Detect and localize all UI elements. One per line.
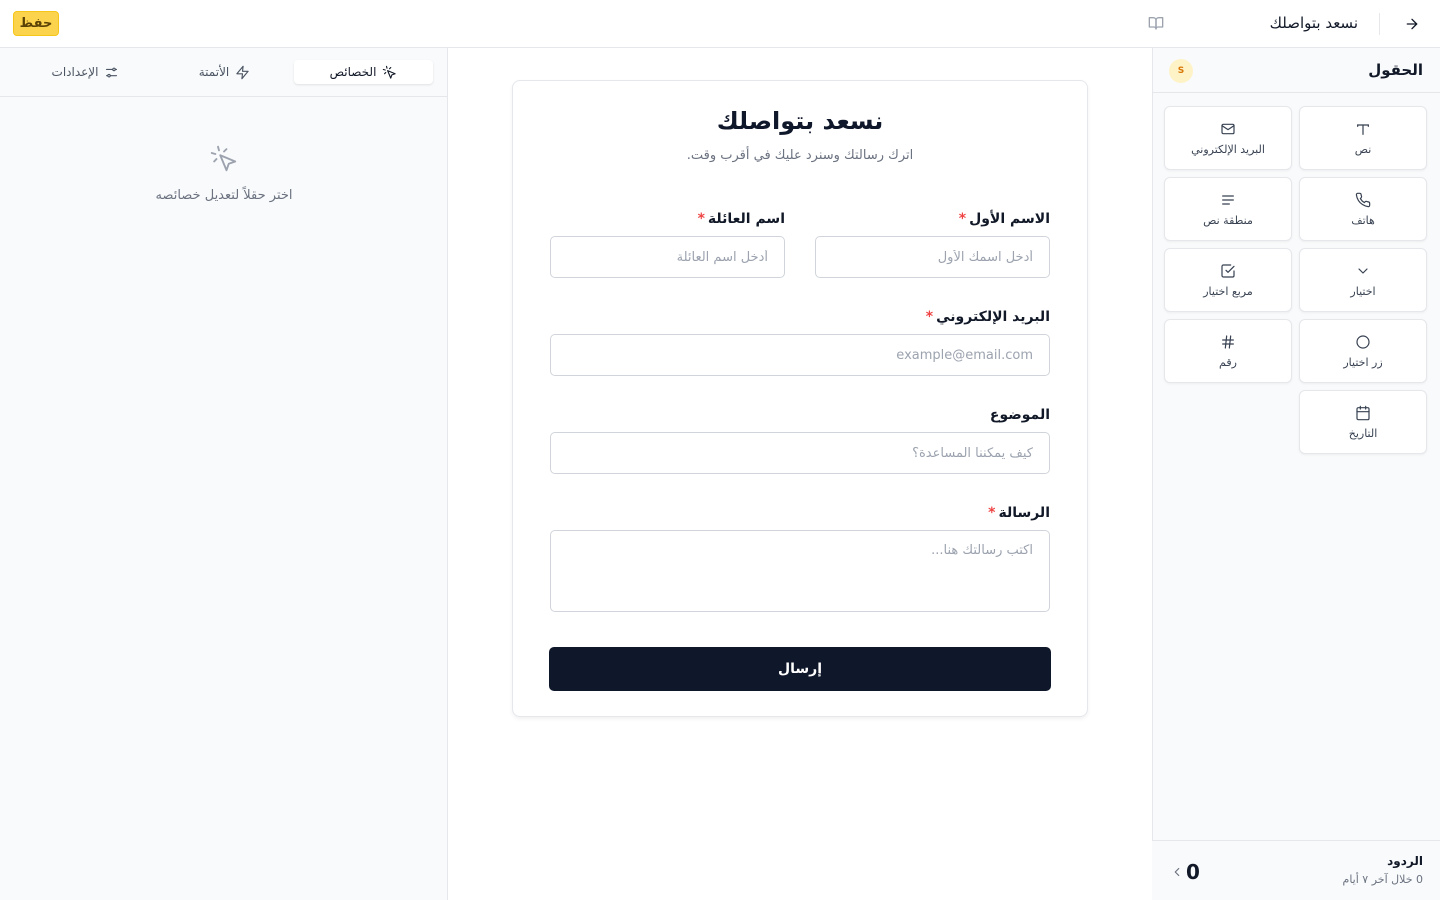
fields-header bbox=[1153, 48, 1440, 93]
mail-icon bbox=[1220, 121, 1236, 137]
tab-label: الأتمتة bbox=[198, 65, 230, 79]
field-type-textarea[interactable] bbox=[1164, 177, 1292, 241]
field-type-radio[interactable] bbox=[1299, 319, 1427, 383]
properties-empty-text: اختر حقلاً لتعديل خصائصه bbox=[155, 188, 293, 203]
form-name[interactable]: نسعد بتواصلك bbox=[1269, 14, 1358, 32]
submit-button[interactable]: إرسال bbox=[549, 647, 1051, 691]
properties-empty-state bbox=[0, 144, 448, 203]
required-mark: * bbox=[697, 211, 705, 227]
subject-input[interactable] bbox=[550, 432, 1050, 474]
text-icon bbox=[1355, 121, 1371, 137]
last-name-input[interactable] bbox=[550, 236, 785, 278]
responses-title: الردود bbox=[1387, 854, 1423, 868]
last-name-label: اسم العائلة* bbox=[697, 211, 785, 227]
tab-settings[interactable] bbox=[16, 60, 155, 84]
email-input[interactable] bbox=[550, 334, 1050, 376]
responses-summary[interactable] bbox=[1152, 840, 1440, 900]
field-type-label: اختيار bbox=[1350, 284, 1376, 298]
field-type-date[interactable] bbox=[1299, 390, 1427, 454]
message-label: الرسالة* bbox=[988, 505, 1050, 521]
field-grid bbox=[1164, 106, 1427, 454]
field-type-label: التاريخ bbox=[1348, 426, 1378, 440]
preview-button[interactable] bbox=[1146, 15, 1164, 33]
responses-count: 0 bbox=[1186, 860, 1200, 884]
field-type-text[interactable] bbox=[1299, 106, 1427, 170]
properties-panel bbox=[0, 48, 448, 900]
responses-subtitle: 0 خلال آخر ٧ أيام bbox=[1342, 873, 1423, 886]
radio-icon bbox=[1355, 334, 1371, 350]
tab-label: الإعدادات bbox=[51, 65, 99, 79]
field-type-label: مربع اختيار bbox=[1203, 284, 1253, 298]
fields-title: الحقول bbox=[1368, 61, 1423, 79]
first-name-input[interactable] bbox=[815, 236, 1050, 278]
arrow-right-icon bbox=[1404, 16, 1420, 32]
form-title[interactable]: نسعد بتواصلك bbox=[716, 107, 884, 135]
field-type-label: زر اختيار bbox=[1343, 355, 1383, 369]
field-type-number[interactable] bbox=[1164, 319, 1292, 383]
checkbox-icon bbox=[1220, 263, 1236, 279]
field-type-label: منطقة نص bbox=[1203, 213, 1253, 227]
tab-automation[interactable] bbox=[155, 60, 294, 84]
tab-properties[interactable] bbox=[294, 60, 433, 84]
paragraph-icon bbox=[1220, 192, 1236, 208]
message-textarea[interactable] bbox=[550, 530, 1050, 612]
tab-label: الخصائص bbox=[329, 65, 377, 79]
field-type-label: هاتف bbox=[1351, 213, 1375, 227]
subject-label: الموضوع bbox=[989, 407, 1050, 423]
fields-badge: S bbox=[1169, 59, 1193, 83]
field-type-select[interactable] bbox=[1299, 248, 1427, 312]
magic-pointer-icon bbox=[382, 65, 397, 80]
magic-pointer-icon bbox=[209, 144, 239, 174]
lightning-icon bbox=[235, 65, 250, 80]
email-label: البريد الإلكتروني* bbox=[925, 309, 1050, 325]
required-mark: * bbox=[925, 309, 934, 325]
required-mark: * bbox=[958, 211, 967, 227]
field-type-label: رقم bbox=[1219, 355, 1237, 369]
form-card bbox=[512, 80, 1088, 717]
chevron-left-icon[interactable] bbox=[1170, 865, 1184, 879]
field-type-checkbox[interactable] bbox=[1164, 248, 1292, 312]
save-button[interactable]: حفظ bbox=[13, 11, 59, 36]
top-bar bbox=[0, 0, 1440, 48]
hash-icon bbox=[1220, 334, 1236, 350]
fields-panel bbox=[1152, 48, 1440, 900]
sliders-icon bbox=[104, 65, 119, 80]
chevron-down-icon bbox=[1355, 263, 1371, 279]
form-subtitle[interactable]: اترك رسالتك وسنرد عليك في أقرب وقت. bbox=[686, 148, 914, 163]
required-mark: * bbox=[988, 505, 996, 521]
properties-tabs bbox=[0, 48, 448, 97]
back-button[interactable] bbox=[1400, 12, 1424, 36]
field-type-label: البريد الإلكتروني bbox=[1191, 142, 1265, 156]
field-type-label: نص bbox=[1354, 142, 1372, 156]
topbar-divider bbox=[1379, 13, 1380, 35]
field-type-phone[interactable] bbox=[1299, 177, 1427, 241]
phone-icon bbox=[1355, 192, 1371, 208]
calendar-icon bbox=[1355, 405, 1371, 421]
field-type-email[interactable] bbox=[1164, 106, 1292, 170]
first-name-label: الاسم الأول* bbox=[958, 211, 1050, 227]
book-open-icon bbox=[1148, 15, 1164, 31]
form-canvas bbox=[448, 48, 1152, 900]
